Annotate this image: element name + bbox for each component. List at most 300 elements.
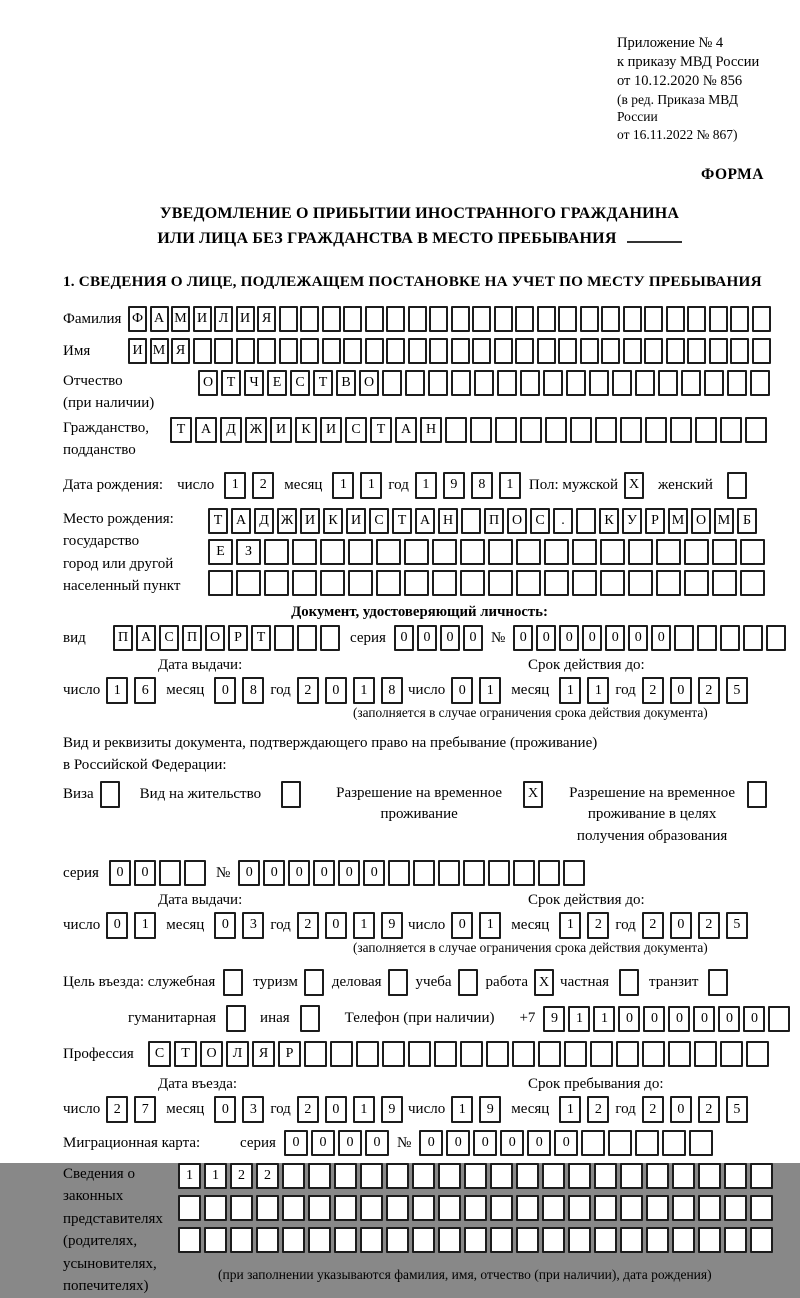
char-cell[interactable]: 0 (263, 860, 285, 886)
char-cell[interactable]: Р (278, 1041, 301, 1067)
char-cell[interactable]: 0 (106, 912, 128, 939)
char-cell[interactable] (542, 1163, 565, 1189)
char-cell[interactable] (413, 860, 435, 886)
char-cell[interactable] (460, 570, 485, 596)
char-cell[interactable]: 1 (134, 912, 156, 939)
char-cell[interactable]: 2 (642, 677, 664, 704)
char-cell[interactable]: Я (257, 306, 276, 332)
birth-year-cells[interactable] (415, 472, 521, 499)
char-cell[interactable]: П (113, 625, 133, 651)
char-cell[interactable] (672, 1227, 695, 1253)
char-cell[interactable] (746, 1041, 769, 1067)
char-cell[interactable]: 0 (446, 1130, 470, 1156)
char-cell[interactable] (488, 539, 513, 565)
char-cell[interactable]: М (171, 306, 190, 332)
char-cell[interactable] (451, 306, 470, 332)
char-cell[interactable] (656, 570, 681, 596)
sex-female-checkbox[interactable] (727, 472, 747, 499)
char-cell[interactable] (612, 370, 632, 396)
char-cell[interactable]: 1 (224, 472, 246, 499)
char-cell[interactable]: С (530, 508, 550, 534)
char-cell[interactable] (750, 370, 770, 396)
char-cell[interactable]: Т (313, 370, 333, 396)
char-cell[interactable]: 2 (252, 472, 274, 499)
char-cell[interactable] (698, 1227, 721, 1253)
char-cell[interactable]: 1 (178, 1163, 201, 1189)
char-cell[interactable] (376, 539, 401, 565)
char-cell[interactable]: 1 (353, 677, 375, 704)
char-cell[interactable] (279, 306, 298, 332)
char-cell[interactable] (608, 1130, 632, 1156)
char-cell[interactable]: 2 (642, 1096, 664, 1123)
char-cell[interactable] (740, 570, 765, 596)
char-cell[interactable] (568, 1163, 591, 1189)
char-cell[interactable] (646, 1163, 669, 1189)
char-cell[interactable]: Н (420, 417, 442, 443)
char-cell[interactable]: Ж (277, 508, 297, 534)
char-cell[interactable] (730, 306, 749, 332)
char-cell[interactable] (256, 1195, 279, 1221)
char-cell[interactable] (670, 417, 692, 443)
char-cell[interactable]: 0 (313, 860, 335, 886)
char-cell[interactable]: 0 (325, 677, 347, 704)
char-cell[interactable]: 1 (360, 472, 382, 499)
char-cell[interactable] (470, 417, 492, 443)
char-cell[interactable] (429, 338, 448, 364)
char-cell[interactable]: У (622, 508, 642, 534)
char-cell[interactable] (745, 417, 767, 443)
char-cell[interactable]: 0 (618, 1006, 640, 1032)
char-cell[interactable]: Ф (128, 306, 147, 332)
char-cell[interactable]: Е (208, 539, 233, 565)
char-cell[interactable] (601, 338, 620, 364)
char-cell[interactable] (538, 1041, 561, 1067)
char-cell[interactable] (223, 969, 243, 996)
char-cell[interactable] (568, 1195, 591, 1221)
doc-kind-cells[interactable] (113, 625, 340, 651)
char-cell[interactable] (343, 338, 362, 364)
profession-cells[interactable] (148, 1041, 769, 1067)
char-cell[interactable] (388, 969, 408, 996)
char-cell[interactable] (300, 306, 319, 332)
char-cell[interactable] (750, 1195, 773, 1221)
char-cell[interactable] (365, 338, 384, 364)
migration-series-cells[interactable] (284, 1130, 389, 1156)
char-cell[interactable]: Ж (245, 417, 267, 443)
char-cell[interactable]: З (236, 539, 261, 565)
char-cell[interactable] (698, 1195, 721, 1221)
char-cell[interactable] (580, 338, 599, 364)
char-cell[interactable] (386, 338, 405, 364)
char-cell[interactable]: 0 (536, 625, 556, 651)
char-cell[interactable] (490, 1195, 513, 1221)
char-cell[interactable] (322, 306, 341, 332)
char-cell[interactable] (472, 338, 491, 364)
char-cell[interactable] (619, 969, 639, 996)
char-cell[interactable]: 0 (417, 625, 437, 651)
char-cell[interactable]: Л (226, 1041, 249, 1067)
citizenship-cells[interactable] (170, 417, 767, 443)
char-cell[interactable] (594, 1163, 617, 1189)
char-cell[interactable] (704, 370, 724, 396)
char-cell[interactable]: А (395, 417, 417, 443)
char-cell[interactable]: 0 (109, 860, 131, 886)
temp-permit-checkbox[interactable] (523, 781, 543, 808)
char-cell[interactable]: 0 (605, 625, 625, 651)
char-cell[interactable]: Д (254, 508, 274, 534)
legal-rep-row2-cells[interactable] (178, 1195, 773, 1221)
char-cell[interactable]: 5 (726, 912, 748, 939)
char-cell[interactable] (687, 338, 706, 364)
char-cell[interactable] (495, 417, 517, 443)
char-cell[interactable] (516, 1163, 539, 1189)
char-cell[interactable] (566, 370, 586, 396)
char-cell[interactable]: 2 (297, 677, 319, 704)
char-cell[interactable] (297, 625, 317, 651)
char-cell[interactable] (656, 539, 681, 565)
char-cell[interactable] (330, 1041, 353, 1067)
char-cell[interactable] (208, 570, 233, 596)
stay-day-cells[interactable] (451, 1096, 501, 1123)
char-cell[interactable] (204, 1227, 227, 1253)
char-cell[interactable] (408, 338, 427, 364)
char-cell[interactable]: И (128, 338, 147, 364)
char-cell[interactable] (646, 1195, 669, 1221)
char-cell[interactable] (226, 1005, 246, 1032)
purpose-humanitarian-checkbox[interactable] (226, 1005, 246, 1032)
char-cell[interactable] (264, 570, 289, 596)
char-cell[interactable]: 2 (698, 677, 720, 704)
char-cell[interactable]: 1 (479, 677, 501, 704)
char-cell[interactable] (595, 417, 617, 443)
edu-permit-checkbox[interactable] (747, 781, 767, 808)
char-cell[interactable]: А (136, 625, 156, 651)
char-cell[interactable] (360, 1163, 383, 1189)
char-cell[interactable] (724, 1227, 747, 1253)
char-cell[interactable] (282, 1227, 305, 1253)
purpose-business-checkbox[interactable] (388, 969, 408, 996)
char-cell[interactable] (264, 539, 289, 565)
char-cell[interactable] (572, 539, 597, 565)
char-cell[interactable]: 0 (214, 677, 236, 704)
char-cell[interactable]: 0 (338, 1130, 362, 1156)
char-cell[interactable]: М (150, 338, 169, 364)
birth-day-cells[interactable] (224, 472, 274, 499)
char-cell[interactable] (281, 781, 301, 808)
char-cell[interactable]: 1 (353, 1096, 375, 1123)
char-cell[interactable] (768, 1006, 790, 1032)
char-cell[interactable]: С (159, 625, 179, 651)
char-cell[interactable]: 3 (242, 912, 264, 939)
purpose-transit-checkbox[interactable] (708, 969, 728, 996)
char-cell[interactable]: Я (252, 1041, 275, 1067)
char-cell[interactable] (512, 1041, 535, 1067)
doc-valid-year-cells[interactable] (642, 677, 748, 704)
residence-series-cells[interactable] (109, 860, 206, 886)
char-cell[interactable] (644, 306, 663, 332)
char-cell[interactable]: 7 (134, 1096, 156, 1123)
char-cell[interactable]: 1 (559, 912, 581, 939)
char-cell[interactable] (494, 306, 513, 332)
char-cell[interactable]: 1 (593, 1006, 615, 1032)
char-cell[interactable]: Р (645, 508, 665, 534)
patronymic-cells[interactable] (198, 370, 770, 396)
char-cell[interactable]: 1 (499, 472, 521, 499)
char-cell[interactable] (464, 1163, 487, 1189)
char-cell[interactable]: 0 (693, 1006, 715, 1032)
birth-place-row3-cells[interactable] (208, 570, 765, 596)
char-cell[interactable]: 1 (559, 1096, 581, 1123)
char-cell[interactable] (740, 539, 765, 565)
char-cell[interactable]: Б (737, 508, 757, 534)
char-cell[interactable] (724, 1163, 747, 1189)
char-cell[interactable]: 2 (587, 1096, 609, 1123)
char-cell[interactable] (236, 338, 255, 364)
char-cell[interactable] (408, 1041, 431, 1067)
char-cell[interactable] (642, 1041, 665, 1067)
doc-series-cells[interactable] (394, 625, 483, 651)
char-cell[interactable] (698, 1163, 721, 1189)
char-cell[interactable] (360, 1195, 383, 1221)
char-cell[interactable]: 0 (338, 860, 360, 886)
entry-day-cells[interactable] (106, 1096, 156, 1123)
char-cell[interactable]: 0 (451, 677, 473, 704)
char-cell[interactable]: И (236, 306, 255, 332)
char-cell[interactable] (568, 1227, 591, 1253)
char-cell[interactable] (463, 860, 485, 886)
char-cell[interactable] (429, 306, 448, 332)
char-cell[interactable] (695, 417, 717, 443)
char-cell[interactable] (279, 338, 298, 364)
char-cell[interactable] (542, 1227, 565, 1253)
char-cell[interactable] (520, 370, 540, 396)
char-cell[interactable] (709, 338, 728, 364)
entry-month-cells[interactable] (214, 1096, 264, 1123)
char-cell[interactable] (348, 570, 373, 596)
char-cell[interactable]: 1 (415, 472, 437, 499)
birth-place-row2-cells[interactable] (208, 539, 765, 565)
char-cell[interactable] (684, 539, 709, 565)
char-cell[interactable] (743, 625, 763, 651)
residence-issue-month-cells[interactable] (214, 912, 264, 939)
surname-cells[interactable] (128, 306, 771, 332)
char-cell[interactable] (308, 1227, 331, 1253)
char-cell[interactable] (388, 860, 410, 886)
char-cell[interactable] (544, 570, 569, 596)
char-cell[interactable] (537, 338, 556, 364)
char-cell[interactable]: 0 (668, 1006, 690, 1032)
char-cell[interactable]: 0 (628, 625, 648, 651)
char-cell[interactable] (658, 370, 678, 396)
char-cell[interactable] (620, 1195, 643, 1221)
char-cell[interactable] (334, 1163, 357, 1189)
char-cell[interactable] (460, 539, 485, 565)
char-cell[interactable] (193, 338, 212, 364)
char-cell[interactable]: 1 (106, 677, 128, 704)
char-cell[interactable]: 2 (698, 1096, 720, 1123)
char-cell[interactable]: 0 (670, 1096, 692, 1123)
char-cell[interactable]: 0 (559, 625, 579, 651)
char-cell[interactable]: 0 (284, 1130, 308, 1156)
char-cell[interactable]: П (484, 508, 504, 534)
char-cell[interactable] (674, 625, 694, 651)
char-cell[interactable] (594, 1227, 617, 1253)
char-cell[interactable]: 2 (256, 1163, 279, 1189)
char-cell[interactable] (445, 417, 467, 443)
char-cell[interactable] (184, 860, 206, 886)
char-cell[interactable] (460, 1041, 483, 1067)
char-cell[interactable] (681, 370, 701, 396)
char-cell[interactable] (520, 417, 542, 443)
char-cell[interactable] (537, 306, 556, 332)
char-cell[interactable] (635, 1130, 659, 1156)
char-cell[interactable]: 1 (559, 677, 581, 704)
char-cell[interactable] (320, 570, 345, 596)
char-cell[interactable] (100, 781, 120, 808)
char-cell[interactable] (438, 1163, 461, 1189)
char-cell[interactable] (320, 539, 345, 565)
char-cell[interactable] (620, 1227, 643, 1253)
char-cell[interactable]: О (200, 1041, 223, 1067)
char-cell[interactable] (564, 1041, 587, 1067)
given-name-cells[interactable] (128, 338, 771, 364)
char-cell[interactable] (516, 1227, 539, 1253)
char-cell[interactable] (620, 1163, 643, 1189)
char-cell[interactable]: 2 (297, 912, 319, 939)
char-cell[interactable]: 0 (311, 1130, 335, 1156)
char-cell[interactable] (724, 1195, 747, 1221)
char-cell[interactable] (464, 1227, 487, 1253)
char-cell[interactable] (516, 1195, 539, 1221)
char-cell[interactable]: 9 (479, 1096, 501, 1123)
char-cell[interactable] (386, 1227, 409, 1253)
char-cell[interactable] (472, 306, 491, 332)
legal-rep-row1-cells[interactable] (178, 1163, 773, 1189)
char-cell[interactable] (334, 1195, 357, 1221)
doc-issue-month-cells[interactable] (214, 677, 264, 704)
char-cell[interactable] (628, 539, 653, 565)
char-cell[interactable]: 5 (726, 677, 748, 704)
char-cell[interactable]: 9 (381, 1096, 403, 1123)
char-cell[interactable] (382, 1041, 405, 1067)
char-cell[interactable] (620, 417, 642, 443)
char-cell[interactable] (230, 1227, 253, 1253)
char-cell[interactable] (178, 1227, 201, 1253)
char-cell[interactable]: О (359, 370, 379, 396)
char-cell[interactable] (365, 306, 384, 332)
char-cell[interactable] (432, 539, 457, 565)
residence-number-cells[interactable] (238, 860, 585, 886)
char-cell[interactable] (558, 338, 577, 364)
char-cell[interactable]: 0 (440, 625, 460, 651)
char-cell[interactable] (438, 1227, 461, 1253)
char-cell[interactable] (752, 338, 771, 364)
char-cell[interactable]: 0 (325, 912, 347, 939)
char-cell[interactable]: 0 (670, 912, 692, 939)
char-cell[interactable] (451, 338, 470, 364)
char-cell[interactable]: Т (170, 417, 192, 443)
char-cell[interactable] (589, 370, 609, 396)
doc-valid-month-cells[interactable] (559, 677, 609, 704)
char-cell[interactable] (386, 1163, 409, 1189)
char-cell[interactable] (304, 1041, 327, 1067)
char-cell[interactable]: Н (438, 508, 458, 534)
char-cell[interactable]: Т (221, 370, 241, 396)
char-cell[interactable] (434, 1041, 457, 1067)
char-cell[interactable] (300, 1005, 320, 1032)
char-cell[interactable]: 6 (134, 677, 156, 704)
char-cell[interactable] (538, 860, 560, 886)
char-cell[interactable] (159, 860, 181, 886)
char-cell[interactable] (601, 306, 620, 332)
char-cell[interactable]: И (300, 508, 320, 534)
char-cell[interactable] (488, 570, 513, 596)
char-cell[interactable]: Т (174, 1041, 197, 1067)
char-cell[interactable] (494, 338, 513, 364)
char-cell[interactable] (545, 417, 567, 443)
char-cell[interactable] (572, 570, 597, 596)
char-cell[interactable] (348, 539, 373, 565)
char-cell[interactable] (720, 1041, 743, 1067)
char-cell[interactable] (236, 570, 261, 596)
char-cell[interactable] (709, 306, 728, 332)
char-cell[interactable]: 9 (443, 472, 465, 499)
char-cell[interactable] (274, 625, 294, 651)
purpose-study-checkbox[interactable] (458, 969, 478, 996)
char-cell[interactable] (257, 338, 276, 364)
char-cell[interactable]: 5 (726, 1096, 748, 1123)
char-cell[interactable] (360, 1227, 383, 1253)
residence-valid-day-cells[interactable] (451, 912, 501, 939)
char-cell[interactable]: X (534, 969, 554, 996)
char-cell[interactable]: А (195, 417, 217, 443)
char-cell[interactable]: К (599, 508, 619, 534)
char-cell[interactable]: О (507, 508, 527, 534)
char-cell[interactable] (458, 969, 478, 996)
char-cell[interactable] (720, 625, 740, 651)
entry-year-cells[interactable] (297, 1096, 403, 1123)
char-cell[interactable] (490, 1163, 513, 1189)
purpose-other-checkbox[interactable] (300, 1005, 320, 1032)
char-cell[interactable]: Ч (244, 370, 264, 396)
char-cell[interactable] (645, 417, 667, 443)
char-cell[interactable]: 0 (394, 625, 414, 651)
purpose-private-checkbox[interactable] (619, 969, 639, 996)
char-cell[interactable] (386, 1195, 409, 1221)
char-cell[interactable] (752, 306, 771, 332)
char-cell[interactable] (668, 1041, 691, 1067)
char-cell[interactable]: 0 (214, 912, 236, 939)
char-cell[interactable] (320, 625, 340, 651)
char-cell[interactable]: 0 (743, 1006, 765, 1032)
residence-issue-year-cells[interactable] (297, 912, 403, 939)
char-cell[interactable] (405, 370, 425, 396)
char-cell[interactable]: 0 (718, 1006, 740, 1032)
char-cell[interactable] (672, 1163, 695, 1189)
char-cell[interactable] (404, 570, 429, 596)
char-cell[interactable] (308, 1163, 331, 1189)
char-cell[interactable]: 0 (670, 677, 692, 704)
char-cell[interactable] (230, 1195, 253, 1221)
char-cell[interactable]: 1 (568, 1006, 590, 1032)
char-cell[interactable] (766, 625, 786, 651)
char-cell[interactable] (356, 1041, 379, 1067)
char-cell[interactable]: 0 (527, 1130, 551, 1156)
char-cell[interactable]: Л (214, 306, 233, 332)
char-cell[interactable]: 0 (363, 860, 385, 886)
doc-valid-day-cells[interactable] (451, 677, 501, 704)
char-cell[interactable] (628, 570, 653, 596)
